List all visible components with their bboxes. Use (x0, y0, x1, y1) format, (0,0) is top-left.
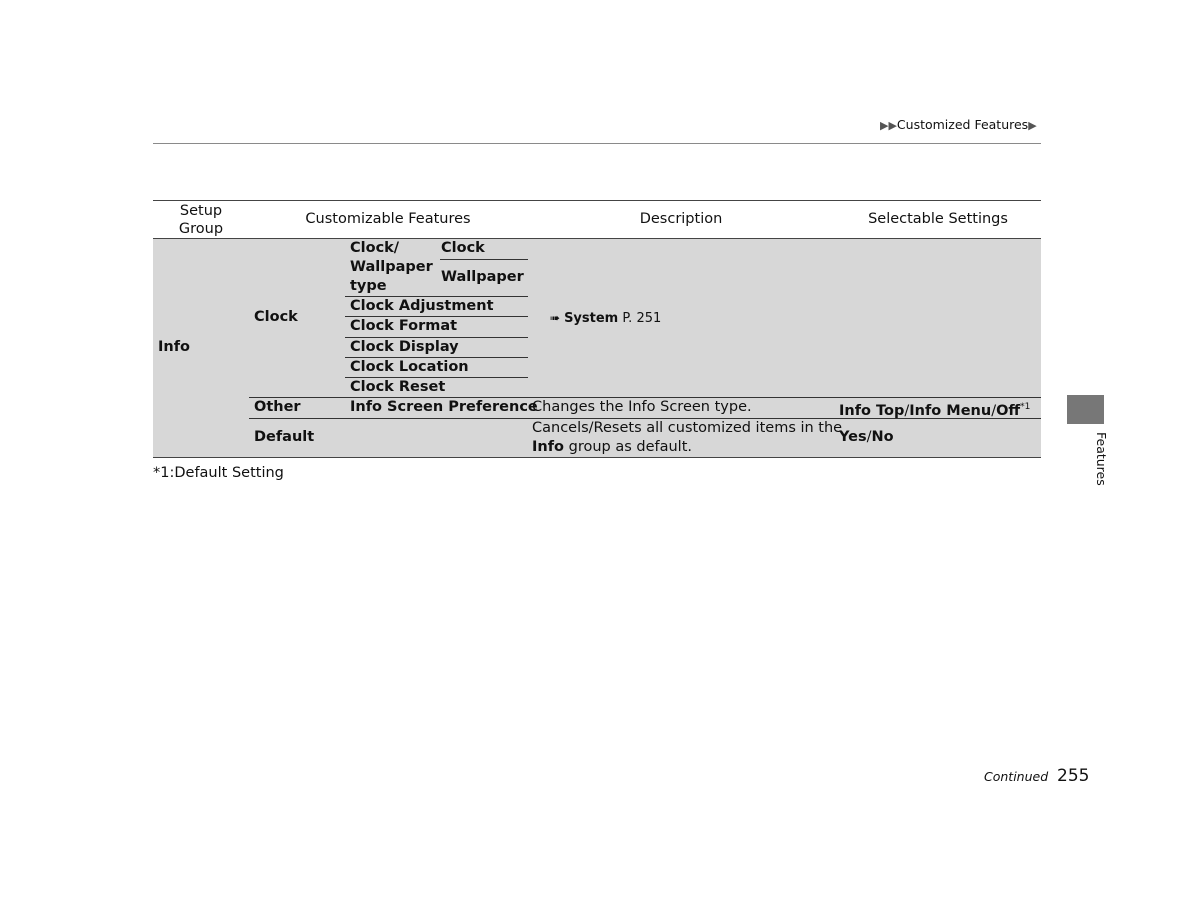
feature-info-screen-preference: Info Screen Preference (350, 399, 538, 415)
footnote-marker: *1 (1020, 402, 1031, 412)
setting-separator: / (991, 402, 997, 419)
feature-clock-adjustment: Clock Adjustment (350, 298, 494, 314)
description-default-line1: Cancels/Resets all customized items in the (532, 420, 843, 436)
option-clock: Clock (441, 240, 485, 256)
breadcrumb-label: Customized Features (896, 117, 1029, 132)
breadcrumb (880, 117, 1037, 132)
feature-group-other: Other (254, 399, 301, 415)
reference-label: System (564, 311, 619, 326)
double-triangle-icon: ▶▶ (880, 119, 897, 132)
setting-yes: Yes (839, 429, 867, 445)
col-setup-group: Setup Group (178, 203, 224, 237)
description-info-screen: Changes the Info Screen type. (532, 399, 752, 415)
side-tab-marker (1067, 395, 1104, 424)
setting-separator: / (904, 402, 910, 419)
page-number: 255 (1057, 766, 1090, 786)
reference-arrow-icon: ➠ (550, 311, 561, 325)
triangle-icon: ▶ (1028, 119, 1037, 132)
reference-page: P. 251 (622, 311, 662, 326)
description-default-line2 (532, 438, 692, 457)
col-customizable-features: Customizable Features (305, 211, 471, 227)
setting-yes-no (839, 428, 894, 447)
table-body (153, 239, 1041, 458)
feature-group-clock: Clock (254, 309, 298, 325)
option-wallpaper: Wallpaper (441, 269, 524, 285)
description-default-bold: Info (532, 439, 564, 455)
feature-clock-reset: Clock Reset (350, 379, 446, 395)
setting-info-screen-options (839, 398, 1030, 421)
continued-label: Continued (984, 769, 1049, 784)
col-description: Description (639, 211, 723, 227)
row-divider (440, 259, 528, 260)
description-default-rest: group as default. (568, 439, 693, 455)
feature-clock-location: Clock Location (350, 359, 469, 375)
footnote: *1:Default Setting (153, 465, 284, 481)
side-tab-label: Features (1094, 432, 1109, 486)
feature-clock-wallpaper-type: Clock/ Wallpaper type (350, 240, 433, 294)
feature-group-default: Default (254, 429, 315, 445)
setting-separator: / (866, 429, 872, 445)
setup-group-info: Info (158, 339, 190, 355)
setting-info-menu: Info Menu (909, 402, 992, 419)
table-header (153, 200, 1041, 239)
col-selectable-settings: Selectable Settings (868, 211, 1008, 227)
feature-clock-display: Clock Display (350, 339, 459, 355)
feature-clock-format: Clock Format (350, 318, 458, 334)
setting-off: Off (996, 402, 1021, 419)
header-rule (153, 143, 1041, 144)
setting-no: No (871, 429, 894, 445)
description-system-reference[interactable] (550, 309, 661, 328)
setting-info-top: Info Top (839, 402, 905, 419)
